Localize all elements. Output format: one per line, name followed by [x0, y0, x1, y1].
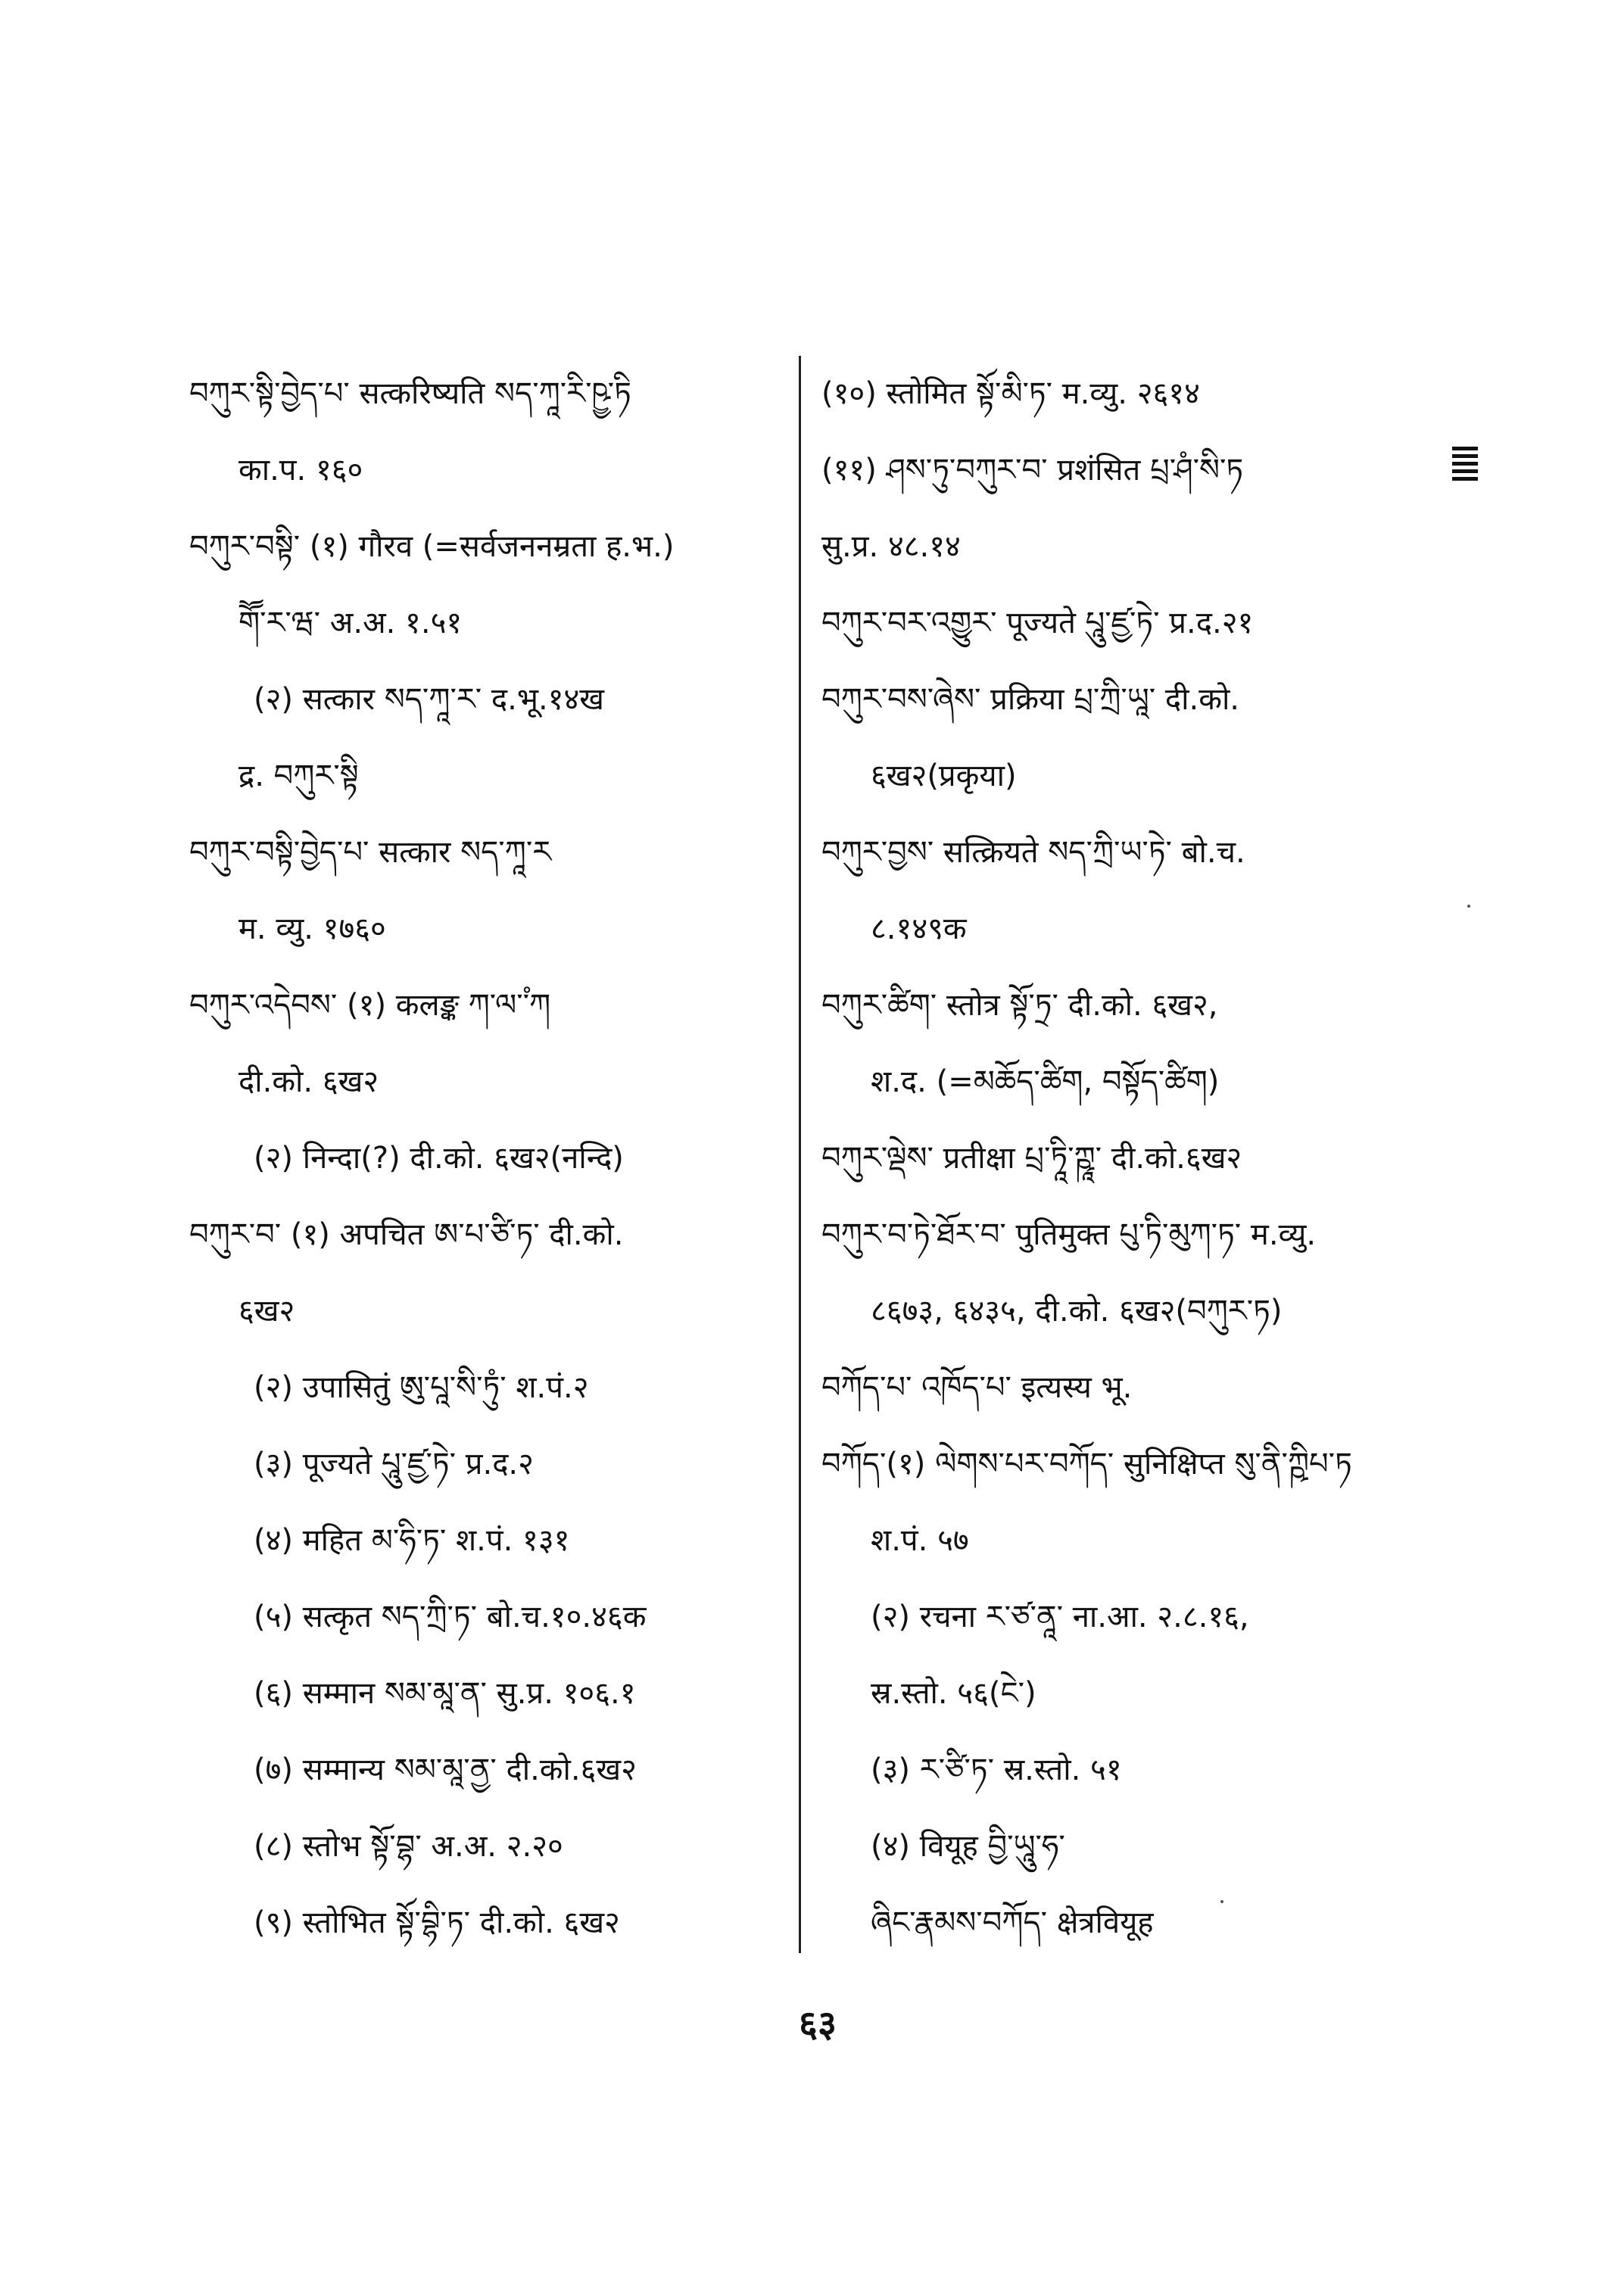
- entry-line: ६ख२(प्रकृया): [871, 759, 1017, 793]
- entry-line: (२) रचना ར་ཙ་ནཱ་ ना.आ. २.८.१६,: [871, 1600, 1249, 1634]
- entry-line: བཀུར་བསྟི་བྱེད་པ་ सत्कार སད་ཀཱ་ར: [189, 835, 552, 870]
- column-divider: [799, 356, 801, 1953]
- entry-line: (२) उपासितुं ཨུ་པཱ་སི་ཏུཾ་ श.पं.२: [254, 1370, 589, 1405]
- entry-line: द्र. བཀུར་སྟི: [238, 759, 359, 793]
- entry-line: བཀོད་པ་ འཁོད་པ་ इत्यस्य भू.: [821, 1370, 1133, 1405]
- entry-line: श.पं. ५७: [871, 1523, 969, 1558]
- scan-speck: [1467, 905, 1470, 908]
- entry-line: (७) सम्मान्य སམ་མཱ་ནྱ་ दी.को.६ख२: [254, 1752, 637, 1787]
- entry-line: सु.प्र. ४८.१४: [821, 529, 961, 564]
- entry-line: ८.१४९क: [871, 911, 967, 946]
- entry-line: ཞིང་རྣམས་བཀོད་ क्षेत्रवियूह: [871, 1905, 1154, 1940]
- entry-line: གཽ་ར་ཝ་ अ.अ. १.५१: [238, 606, 463, 640]
- entry-line: म. व्यु. १७६०: [238, 911, 386, 946]
- entry-line: བཀུར་ཚིག་ स्तोत्र སྟོ་ཏྲ་ दी.को. ६ख२,: [821, 988, 1218, 1023]
- entry-line: བཀུར་བས་ཞེས་ प्रक्रिया པྲ་ཀྲི་ཡཱ་ दी.को.: [821, 682, 1240, 717]
- entry-line: བཀུར་འདེབས་ (१) कलङ्क ཀ་ལ་ཾ་ཀ: [189, 988, 551, 1023]
- entry-line: (५) सत्कृत སད་ཀྲི་ཏ་ बो.च.१०.४६क: [254, 1600, 647, 1634]
- entry-line: दी.को. ६ख२: [238, 1064, 379, 1099]
- entry-line: བཀུར་བསྟི་ (१) गौरव (=सर्वजननम्रता ह.भ.): [189, 529, 675, 564]
- left-column: [189, 356, 818, 1961]
- entry-line: (९) स्तोभित སྟོ་བྷི་ཏ་ दी.को. ६ख२: [254, 1905, 620, 1940]
- entry-line: श.द. (=མཆོད་ཚིག, བསྟོད་ཚིག): [871, 1064, 1220, 1099]
- entry-line: བཀུར་བ་ཏེ་ཐོར་བ་ पुतिमुक्त པུ་ཏི་མུཀ་ཏ་ म.व्यु.: [821, 1217, 1317, 1252]
- entry-line: का.प. १६०: [238, 453, 363, 488]
- entry-line: (४) वियूह བྱི་ཡཱུ་ཧ་: [871, 1829, 1065, 1864]
- entry-line: བཀུར་བྱས་ सत्क्रियते སད་ཀྲི་ཡ་ཏེ་ बो.च.: [821, 835, 1245, 870]
- entry-line: བཀུར་ལྡེས་ प्रतीक्षा པྲ་ཏཱི་ཀྵཱ་ दी.को.६ख२: [821, 1141, 1242, 1176]
- entry-line: (३) पूज्यते པཱུ་ཛྱ་ཏེ་ प्र.द.२: [254, 1447, 534, 1481]
- entry-line: (२) निन्दा(?) दी.को. ६ख२(नन्दि): [254, 1141, 624, 1176]
- entry-line: བཀོད་(१) ལེགས་པར་བཀོད་ सुनिक्षिप्त སུ་ནི་ཀྵིཔ་ཏ: [821, 1447, 1352, 1481]
- entry-line: (३) ར་ཙི་ཏ་ स्र.स्तो. ५१: [871, 1752, 1122, 1787]
- entry-line: (८) स्तोभ སྟོ་བྷ་ अ.अ. २.२०: [254, 1829, 563, 1864]
- entry-line: བཀུར་སྟི་བྱེད་པ་ सत्करिष्यति སད་ཀཱ་རི་ཥྱ་ཏི: [189, 376, 631, 411]
- entry-line: ६ख२: [238, 1294, 295, 1329]
- entry-line: (४) महित མ་ཧི་ཏ་ श.पं. १३१: [254, 1523, 570, 1558]
- entry-line: (१०) स्तोमित སྟོ་མི་ཏ་ म.व्यु. २६१४: [821, 376, 1200, 411]
- margin-tab-mark: [1452, 447, 1478, 486]
- right-column: [821, 356, 1473, 1961]
- entry-line: བཀུར་བར་འགྱུར་ पूज्यते པཱུ་ཛྱ་ཏེ་ प्र.द.२१: [821, 606, 1254, 640]
- entry-line: स्र.स्तो. ५६(ངེ་): [871, 1676, 1036, 1711]
- entry-line: (६) सम्मान སམ་མཱ་ན་ सु.प्र. १०६.१: [254, 1676, 636, 1711]
- entry-line: ८६७३, ६४३५, दी.को. ६ख२(བཀུར་ཏ): [871, 1294, 1283, 1329]
- page-number: ६३: [799, 2003, 837, 2045]
- entry-line: (२) सत्कार སད་ཀཱ་ར་ द.भू.१४ख: [254, 682, 604, 717]
- entry-line: (११) ཤས་ཏུ་བཀུར་བ་ प्रशंसित པྲ་ཤཾ་སི་ཏ: [821, 453, 1244, 488]
- scan-speck: [1220, 1900, 1223, 1903]
- entry-line: བཀུར་བ་ (१) अपचित ཨ་པ་ཙི་ཏ་ दी.को.: [189, 1217, 624, 1252]
